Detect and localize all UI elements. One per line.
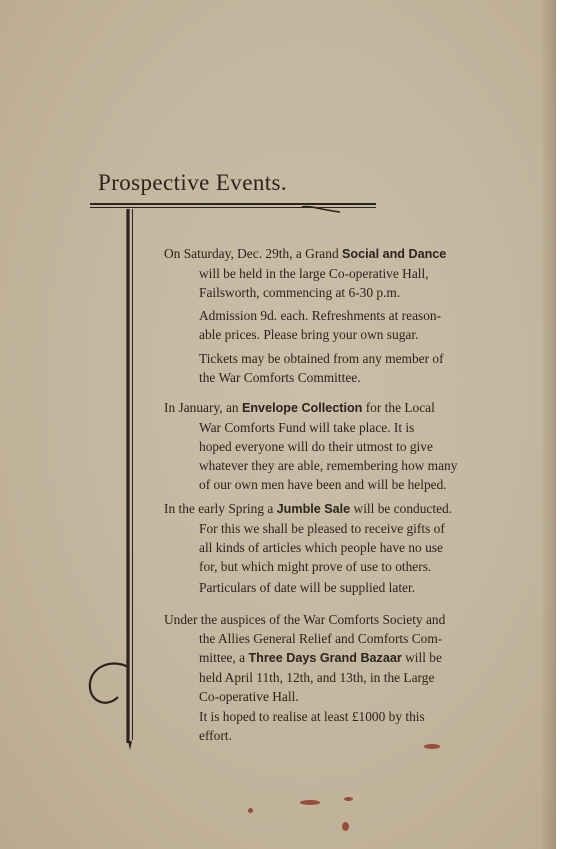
- bazaar-line-1: Under the auspices of the War Comforts Society and: [164, 612, 446, 627]
- social-line-2: will be held in the large Co-operative Hall,: [199, 266, 429, 281]
- bazaar-line-4: held April 11th, 12th, and 13th, in the Large: [199, 670, 435, 685]
- jumble-line-4: for, but which might prove of use to others.: [199, 559, 432, 574]
- envelope-line-3: hoped everyone will do their utmost to give: [199, 439, 433, 454]
- event-grand-bazaar: [164, 610, 445, 706]
- event-jumble-sale: [164, 499, 452, 576]
- ink-stain: [424, 744, 440, 749]
- walking-stick-ornament: [84, 205, 144, 755]
- envelope-line-2: War Comforts Fund will take place. It is: [199, 420, 415, 435]
- ink-stain: [248, 808, 253, 813]
- tickets-line-1: Tickets may be obtained from any member of: [199, 351, 444, 366]
- bazaar-line-3: mittee, a Three Days Grand Bazaar will be: [199, 650, 442, 665]
- tickets-line-2: the War Comforts Committee.: [199, 370, 361, 385]
- bazaar-line-2: the Allies General Relief and Comforts Com-: [199, 631, 443, 646]
- particulars-line-1: Particulars of date will be supplied later.: [199, 580, 416, 595]
- hope-line-2: effort.: [199, 728, 232, 743]
- admission-paragraph: [199, 306, 441, 344]
- envelope-line-1: In January, an Envelope Collection for the Local: [164, 400, 435, 415]
- bazaar-line-5: Co-operative Hall.: [199, 689, 299, 704]
- event-social-dance: [164, 244, 446, 302]
- envelope-line-4: whatever they are able, remembering how many: [199, 458, 458, 473]
- particulars-paragraph: [199, 578, 415, 597]
- social-line-3: Failsworth, commencing at 6-30 p.m.: [199, 285, 401, 300]
- hope-line-1: It is hoped to realise at least £1000 by this: [199, 709, 425, 724]
- admission-line-2: able prices. Please bring your own sugar.: [199, 327, 419, 342]
- social-line-1: On Saturday, Dec. 29th, a Grand Social and Dance: [164, 246, 447, 261]
- hope-paragraph: [199, 707, 425, 745]
- jumble-line-3: all kinds of articles which people have no use: [199, 540, 443, 555]
- ink-stain: [300, 800, 320, 805]
- paper-edge-shadow: [540, 0, 556, 849]
- event-envelope-collection: [164, 398, 457, 494]
- jumble-line-2: For this we shall be pleased to receive gifts of: [199, 521, 445, 536]
- ink-stain: [342, 822, 349, 831]
- tickets-paragraph: [199, 349, 444, 387]
- admission-line-1: Admission 9d. each. Refreshments at reason-: [199, 308, 442, 323]
- rule-flourish: [300, 202, 342, 216]
- page-title: Prospective Events.: [98, 170, 288, 195]
- ink-stain: [344, 797, 353, 801]
- jumble-line-1: In the early Spring a Jumble Sale will be conducted.: [164, 501, 453, 516]
- envelope-line-5: of our own men have been and will be helped.: [199, 477, 447, 492]
